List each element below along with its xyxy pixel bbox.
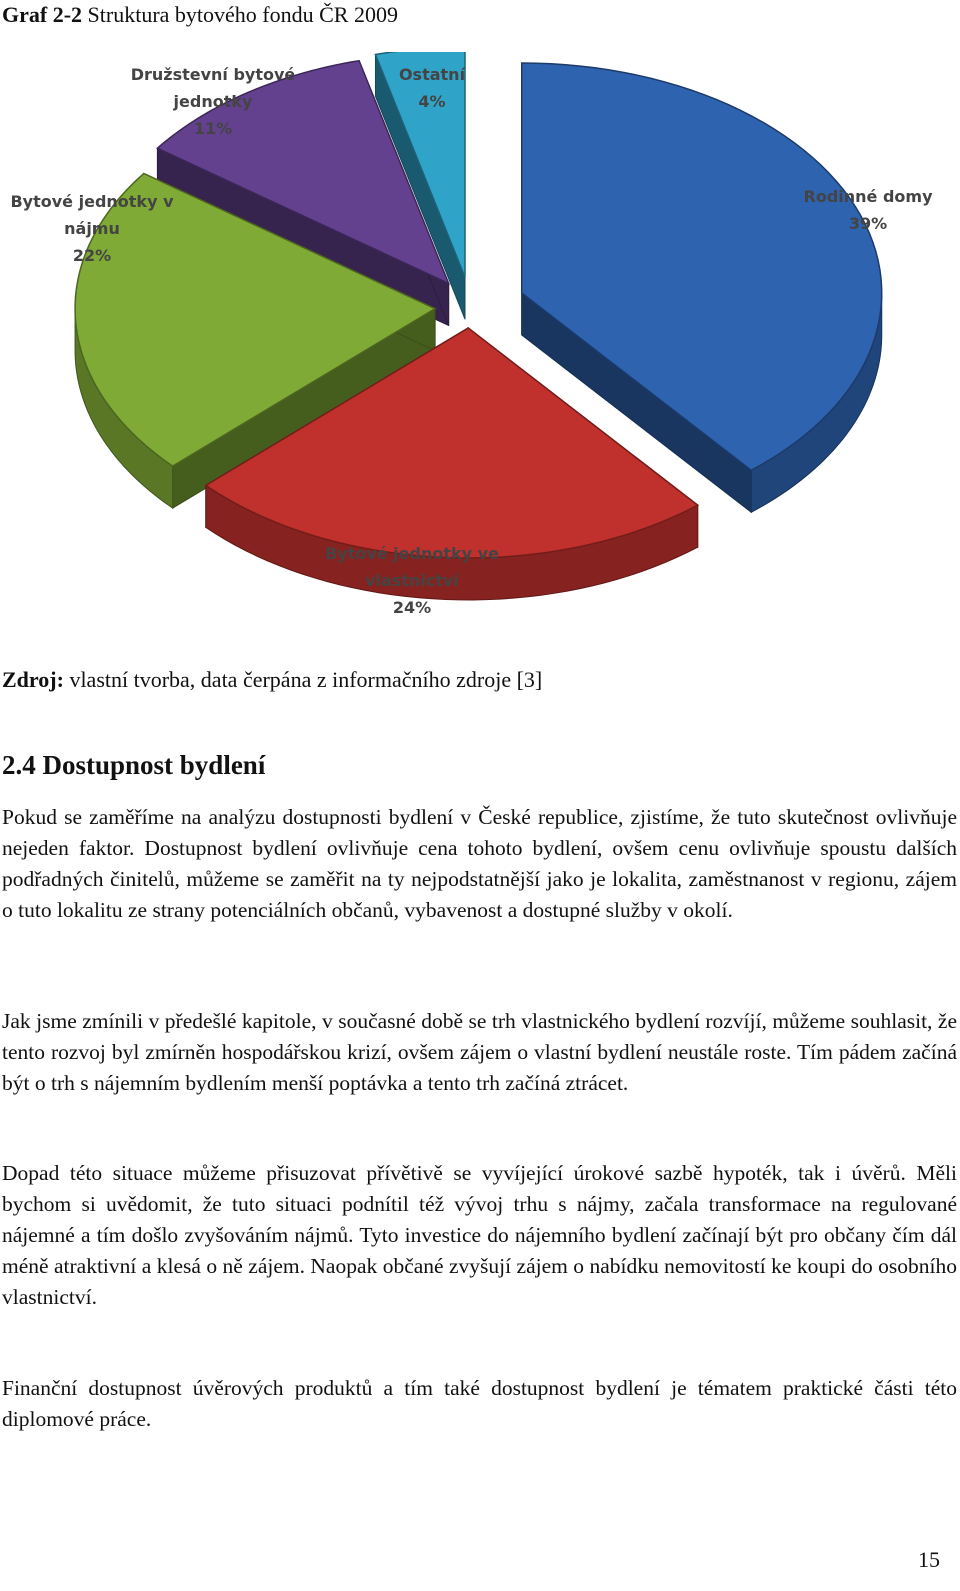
slice-label-4: Ostatní 4% [398,65,466,111]
slice-label-2: Bytové jednotky v nájmu 22% [10,192,174,265]
paragraph-4: Finanční dostupnost úvěrových produktů a tím také dostupnost bydlení je tématem praktické části této diplomové práce. [2,1376,957,1431]
paragraph-1: Pokud se zaměříme na analýzu dostupnosti bydlení v České republice, zjistíme, že tuto skutečnost ovlivňuje nejeden faktor. Dostupnost bydlení ovlivňuje cena tohoto bydlení, ovšem cenu ovlivňuje spoustu dalších podřadných činitelů, můžeme se zaměřit na ty nejpodstatnější jako je lokalita, zaměstnanost v regionu, zájem o tuto lokalitu ze strany potenciálních občanů, vybavenost a dostupné služby v okolí. [2,805,957,922]
slice-label-1: Bytové jednotky ve vlastnictví 24% [325,544,499,617]
section-heading: 2.4 Dostupnost bydlení [2,750,266,780]
source-label: Zdroj: [2,667,64,692]
source-text: vlastní tvorba, data čerpána z informačního zdroje [3] [69,667,543,692]
figure-caption [2,2,398,28]
paragraph-2: Jak jsme zmínili v předešlé kapitole, v současné době se trh vlastnického bydlení rozvíjí, můžeme souhlasit, že tento rozvoj byl zmírněn hospodářskou krizí, ovšem zájem o vlastní bydlení neustále roste. Tím pádem začíná být o trh s nájemním bydlením menší poptávka a tento trh začíná ztrácet. [2,1009,957,1095]
figure-caption-label: Graf 2-2 [2,2,83,27]
figure-caption-text: Struktura bytového fondu ČR 2009 [87,2,398,27]
pie-chart [0,52,960,642]
slice-label-3: Družstevní bytové jednotky 11% [130,65,296,138]
page-number: 15 [918,1547,940,1572]
slice-label-0: Rodinné domy 39% [803,187,933,233]
paragraph-3: Dopad této situace můžeme přisuzovat přívětivě se vyvíjející úrokové sazbě hypoték, tak i úvěrů. Měli bychom si uvědomit, že tuto situaci podnítil též vývoj trhu s nájmy, začala transformace na regulované nájemné a tím došlo zvyšováním nájmů. Tyto investice do nájemního bydlení začínají být pro občany čím dál méně atraktivní a klesá o ně zájem. Naopak občané zvyšují zájem o nabídku nemovitostí ke koupi do osobního vlastnictví. [2,1161,957,1309]
figure-source [2,667,542,693]
pie-chart-svg [0,52,960,642]
